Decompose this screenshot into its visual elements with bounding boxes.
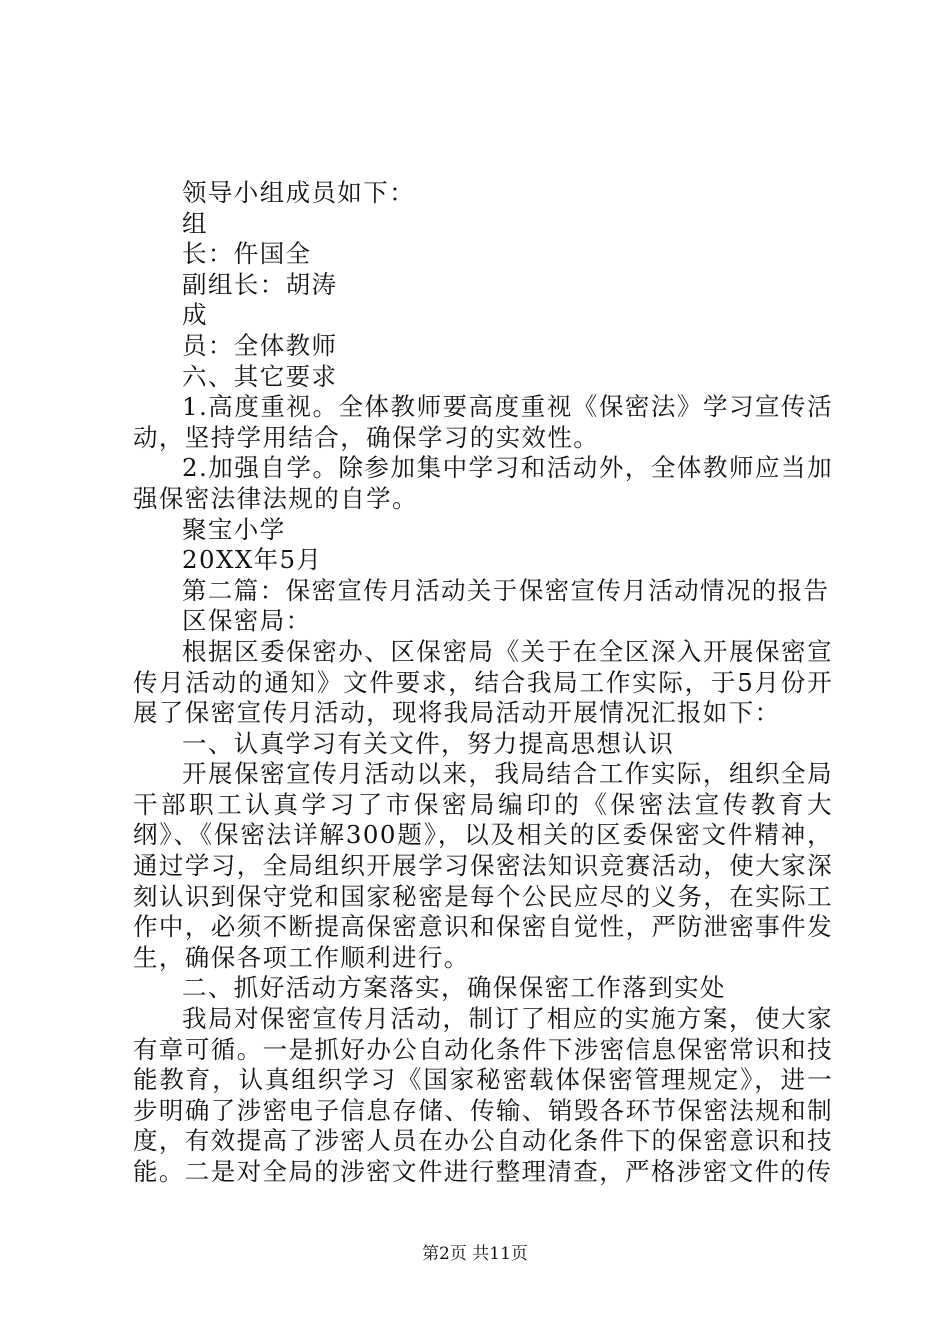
- paragraph-group-leader: 长：仵国全: [182, 239, 312, 269]
- paragraph-members-label: 成: [182, 300, 208, 330]
- paragraph-leading-group: 领导小组成员如下：: [182, 178, 416, 207]
- paragraph-requirement-2: 2.加强自学。除参加集中学习和活动外，全体教师应当加强保密法律法规的自学。: [133, 453, 833, 513]
- paragraph-section-1-body: 开展保密宣传月活动以来，我局结合工作实际，组织全局干部职工认真学习了市保密局编印的《保密法宣传教育大纲》、《保密法详解300题》，以及相关的区委保密文件精神，通过学习，全局组织开展学习保密法知识竞赛活动，使大家深刻认识到保守党和国家秘密是每个公民应尽的义务，在实际工作中，必须不断提高保密意识和保密自觉性，严防泄密事件发生，确保各项工作顺利进行。: [133, 759, 833, 972]
- paragraph-deputy-leader: 副组长：胡涛: [182, 269, 338, 299]
- paragraph-other-requirements: 六、其它要求: [182, 361, 338, 391]
- paragraph-second-article-title: 第二篇：保密宣传月活动关于保密宣传月活动情况的报告: [182, 575, 830, 605]
- paragraph-section-1-heading: 一、认真学习有关文件，努力提高思想认识: [182, 728, 675, 758]
- paragraph-section-2-heading: 二、抓好活动方案落实，确保保密工作落到实处: [182, 973, 726, 1003]
- paragraph-requirement-1: 1.高度重视。全体教师要高度重视《保密法》学习宣传活动，坚持学用结合，确保学习的实效性。: [133, 392, 833, 452]
- document-body: [133, 178, 833, 1188]
- paragraph-members: 员：全体教师: [182, 330, 338, 360]
- paragraph-addressee: 区保密局：: [182, 606, 312, 636]
- paragraph-date: 20XX年5月: [182, 545, 323, 575]
- page-number-footer: 第2页 共11页: [422, 1244, 528, 1264]
- paragraph-section-2-body: 我局对保密宣传月活动，制订了相应的实施方案，使大家有章可循。一是抓好办公自动化条件下涉密信息保密常识和技能教育，认真组织学习《国家秘密载体保密管理规定》，进一步明确了涉密电子信息存储、传输、销毁各环节保密法规和制度，有效提高了涉密人员在办公自动化条件下的保密意识和技能。二是对全局的涉密文件进行整理清查，严格涉密文件的传: [133, 1004, 833, 1186]
- paragraph-intro: 根据区委保密办、区保密局《关于在全区深入开展保密宣传月活动的通知》文件要求，结合我局工作实际，于5月份开展了保密宣传月活动，现将我局活动开展情况汇报如下：: [133, 636, 833, 728]
- paragraph-school-name: 聚宝小学: [182, 514, 286, 544]
- paragraph-group-leader-label: 组: [182, 208, 208, 238]
